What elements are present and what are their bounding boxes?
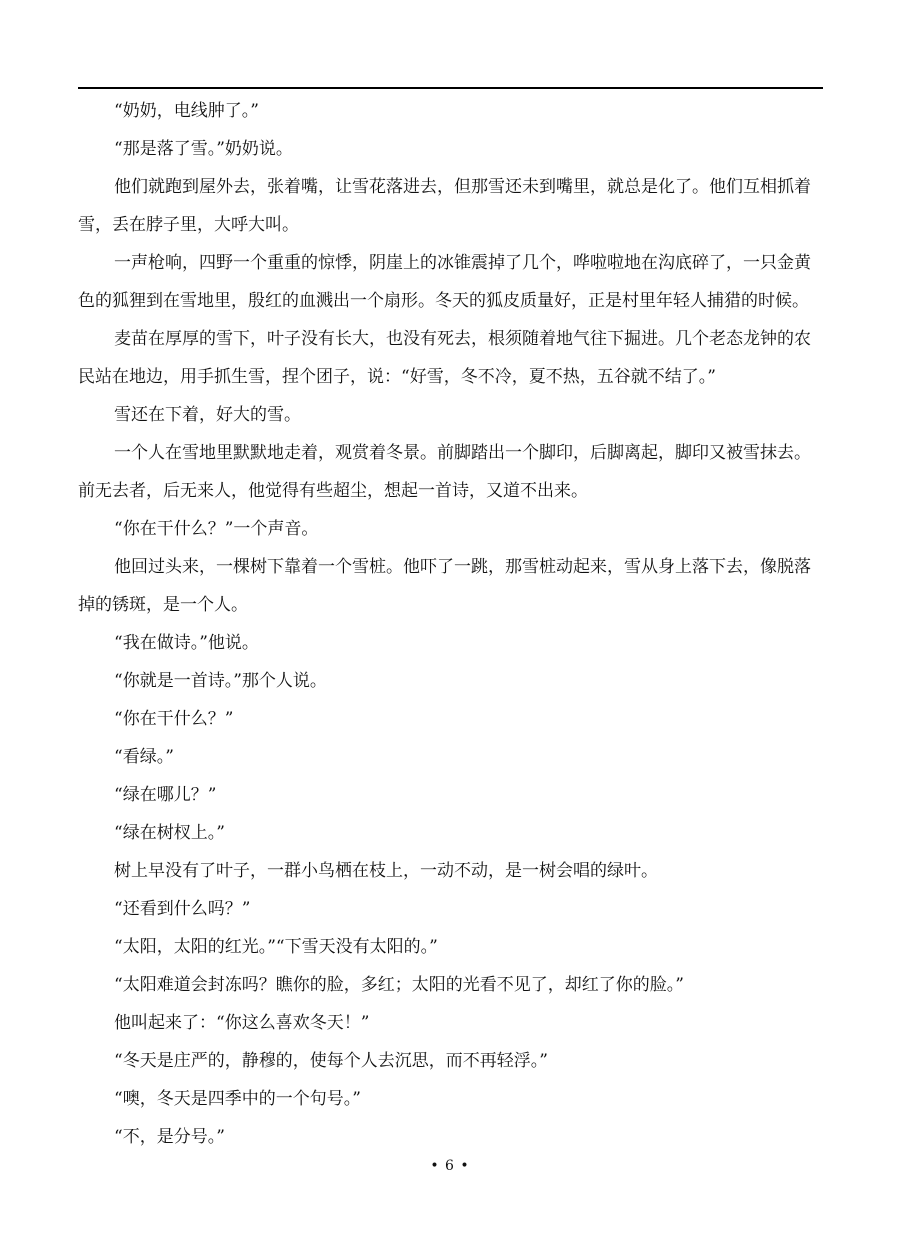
text-line: 树上早没有了叶子，一群小鸟栖在枝上，一动不动，是一树会唱的绿叶。 (114, 861, 658, 881)
text-line: 一个人在雪地里默默地走着，观赏着冬景。前脚踏出一个脚印，后脚离起，脚印又被雪抹去。 (114, 443, 811, 463)
text-line: 他们就跑到屋外去，张着嘴，让雪花落进去，但那雪还未到嘴里，就总是化了。他们互相抓着 (114, 177, 811, 197)
text-line: “我在做诗。”他说。 (114, 633, 259, 653)
text-line: “那是落了雪。”奶奶说。 (114, 139, 293, 159)
text-line: 掉的锈斑，是一个人。 (78, 595, 248, 615)
text-line: 一声枪响，四野一个重重的惊悸，阴崖上的冰锥震掉了几个，哗啦啦地在沟底碎了，一只金黄 (114, 253, 811, 273)
text-line: 麦苗在厚厚的雪下，叶子没有长大，也没有死去，根须随着地气往下掘进。几个老态龙钟的农 (114, 329, 811, 349)
text-line: 雪还在下着，好大的雪。 (114, 405, 301, 425)
text-line: 前无去者，后无来人，他觉得有些超尘，想起一首诗，又道不出来。 (78, 481, 588, 501)
text-line: “你在干什么？”一个声音。 (114, 519, 319, 539)
text-line: “还看到什么吗？” (114, 899, 251, 919)
text-line: “不，是分号。” (114, 1127, 225, 1147)
text-line: “你就是一首诗。”那个人说。 (114, 671, 327, 691)
header-rule (78, 87, 823, 89)
text-line: “绿在树杈上。” (114, 823, 225, 843)
document-body (78, 92, 823, 1156)
text-line: 色的狐狸到在雪地里，殷红的血溅出一个扇形。冬天的狐皮质量好，正是村里年轻人捕猎的时候。 (78, 291, 809, 311)
page-number: • 6 • (430, 1158, 470, 1174)
text-line: 民站在地边，用手抓生雪，捏个团子，说：“好雪，冬不冷，夏不热，五谷就不结了。” (78, 367, 716, 387)
text-line: 他叫起来了：“你这么喜欢冬天！” (114, 1013, 370, 1033)
text-line: “看绿。” (114, 747, 174, 767)
text-line: “你在干什么？” (114, 709, 234, 729)
text-line: “绿在哪儿？” (114, 785, 217, 805)
text-line: “噢，冬天是四季中的一个句号。” (114, 1089, 361, 1109)
text-line: 雪，丢在脖子里，大呼大叫。 (78, 215, 299, 235)
text-line: “冬天是庄严的，静穆的，使每个人去沉思，而不再轻浮。” (114, 1051, 548, 1071)
text-line: “太阳难道会封冻吗？瞧你的脸，多红；太阳的光看不见了，却红了你的脸。” (114, 975, 684, 995)
text-line: “太阳，太阳的红光。”“下雪天没有太阳的。” (114, 937, 438, 957)
text-line: 他回过头来，一棵树下靠着一个雪桩。他吓了一跳，那雪桩动起来，雪从身上落下去，像脱落 (114, 557, 811, 577)
text-line: “奶奶，电线肿了。” (114, 101, 259, 121)
